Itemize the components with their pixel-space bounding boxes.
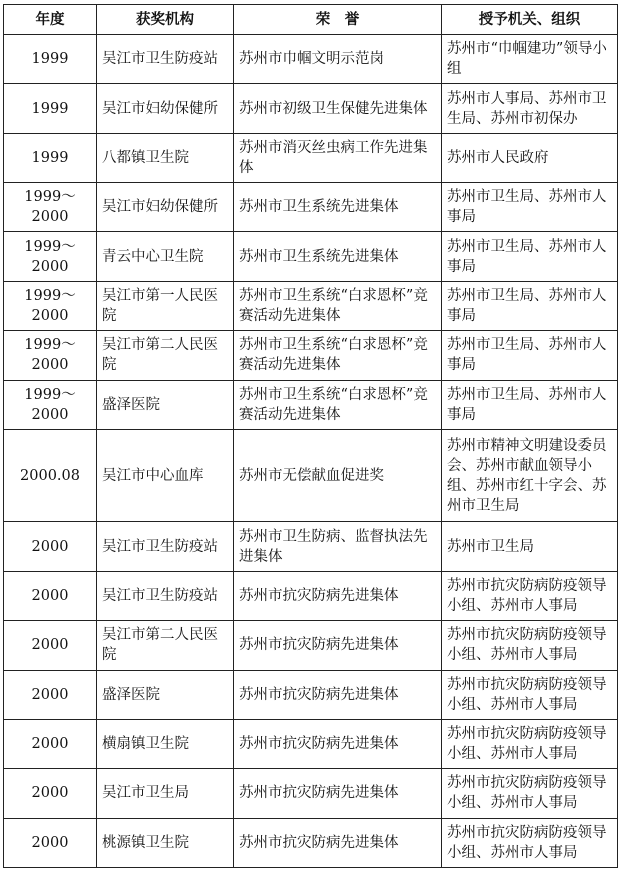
table-row bbox=[4, 522, 618, 571]
row-honor: 苏州市卫生系统先进集体 bbox=[234, 232, 442, 281]
row-grantor: 苏州市抗灾防病防疫领导小组、苏州市人事局 bbox=[442, 670, 618, 719]
row-organization: 桃源镇卫生院 bbox=[97, 818, 234, 867]
table-row bbox=[4, 281, 618, 330]
row-organization: 吴江市卫生防疫站 bbox=[97, 571, 234, 620]
row-grantor: 苏州市“巾帼建功”领导小组 bbox=[442, 35, 618, 84]
row-organization: 吴江市第一人民医院 bbox=[97, 281, 234, 330]
row-grantor: 苏州市抗灾防病防疫领导小组、苏州市人事局 bbox=[442, 719, 618, 768]
row-grantor: 苏州市抗灾防病防疫领导小组、苏州市人事局 bbox=[442, 769, 618, 818]
row-grantor: 苏州市人民政府 bbox=[442, 133, 618, 182]
row-grantor: 苏州市卫生局、苏州市人事局 bbox=[442, 380, 618, 429]
row-honor: 苏州市无偿献血促进奖 bbox=[234, 429, 442, 522]
header-organization: 获奖机构 bbox=[97, 5, 234, 35]
table-row bbox=[4, 769, 618, 818]
row-year: 1999 bbox=[4, 133, 97, 182]
row-grantor: 苏州市人事局、苏州市卫生局、苏州市初保办 bbox=[442, 84, 618, 133]
row-year: 2000.08 bbox=[4, 429, 97, 522]
row-honor: 苏州市消灭丝虫病工作先进集体 bbox=[234, 133, 442, 182]
row-year: 1999～2000 bbox=[4, 281, 97, 330]
row-honor: 苏州市卫生防病、监督执法先进集体 bbox=[234, 522, 442, 571]
row-grantor: 苏州市精神文明建设委员会、苏州市献血领导小组、苏州市红十字会、苏州市卫生局 bbox=[442, 429, 618, 522]
row-organization: 吴江市卫生防疫站 bbox=[97, 522, 234, 571]
row-organization: 吴江市第二人民医院 bbox=[97, 331, 234, 380]
row-organization: 吴江市第二人民医院 bbox=[97, 621, 234, 670]
row-honor: 苏州市抗灾防病先进集体 bbox=[234, 719, 442, 768]
table-row bbox=[4, 331, 618, 380]
row-organization: 盛泽医院 bbox=[97, 670, 234, 719]
awards-table bbox=[3, 4, 618, 868]
row-honor: 苏州市卫生系统先进集体 bbox=[234, 183, 442, 232]
header-honor: 荣 誉 bbox=[234, 5, 442, 35]
row-organization: 吴江市卫生防疫站 bbox=[97, 35, 234, 84]
row-year: 1999～2000 bbox=[4, 183, 97, 232]
row-year: 2000 bbox=[4, 621, 97, 670]
table-row bbox=[4, 84, 618, 133]
header-year: 年度 bbox=[4, 5, 97, 35]
row-grantor: 苏州市卫生局、苏州市人事局 bbox=[442, 281, 618, 330]
row-year: 1999～2000 bbox=[4, 380, 97, 429]
row-year: 2000 bbox=[4, 769, 97, 818]
row-honor: 苏州市卫生系统“白求恩杯”竞赛活动先进集体 bbox=[234, 281, 442, 330]
row-year: 2000 bbox=[4, 571, 97, 620]
table-row bbox=[4, 35, 618, 84]
row-honor: 苏州市卫生系统“白求恩杯”竞赛活动先进集体 bbox=[234, 380, 442, 429]
row-year: 2000 bbox=[4, 818, 97, 867]
row-grantor: 苏州市卫生局 bbox=[442, 522, 618, 571]
row-honor: 苏州市卫生系统“白求恩杯”竞赛活动先进集体 bbox=[234, 331, 442, 380]
row-year: 2000 bbox=[4, 522, 97, 571]
table-row bbox=[4, 571, 618, 620]
row-honor: 苏州市抗灾防病先进集体 bbox=[234, 571, 442, 620]
table-row bbox=[4, 232, 618, 281]
row-organization: 吴江市妇幼保健所 bbox=[97, 183, 234, 232]
row-grantor: 苏州市卫生局、苏州市人事局 bbox=[442, 232, 618, 281]
row-grantor: 苏州市卫生局、苏州市人事局 bbox=[442, 331, 618, 380]
row-year: 1999～2000 bbox=[4, 232, 97, 281]
row-year: 1999 bbox=[4, 35, 97, 84]
header-grantor: 授予机关、组织 bbox=[442, 5, 618, 35]
row-honor: 苏州市巾帼文明示范岗 bbox=[234, 35, 442, 84]
row-organization: 吴江市中心血库 bbox=[97, 429, 234, 522]
row-honor: 苏州市抗灾防病先进集体 bbox=[234, 670, 442, 719]
table-row bbox=[4, 621, 618, 670]
row-year: 1999～2000 bbox=[4, 331, 97, 380]
row-grantor: 苏州市抗灾防病防疫领导小组、苏州市人事局 bbox=[442, 621, 618, 670]
row-grantor: 苏州市抗灾防病防疫领导小组、苏州市人事局 bbox=[442, 818, 618, 867]
row-organization: 青云中心卫生院 bbox=[97, 232, 234, 281]
row-organization: 吴江市妇幼保健所 bbox=[97, 84, 234, 133]
row-honor: 苏州市抗灾防病先进集体 bbox=[234, 621, 442, 670]
table-header-row bbox=[4, 5, 618, 35]
row-organization: 吴江市卫生局 bbox=[97, 769, 234, 818]
table-row bbox=[4, 380, 618, 429]
row-honor: 苏州市抗灾防病先进集体 bbox=[234, 769, 442, 818]
row-grantor: 苏州市卫生局、苏州市人事局 bbox=[442, 183, 618, 232]
row-honor: 苏州市抗灾防病先进集体 bbox=[234, 818, 442, 867]
table-row bbox=[4, 670, 618, 719]
row-year: 1999 bbox=[4, 84, 97, 133]
row-organization: 盛泽医院 bbox=[97, 380, 234, 429]
row-honor: 苏州市初级卫生保健先进集体 bbox=[234, 84, 442, 133]
row-organization: 横扇镇卫生院 bbox=[97, 719, 234, 768]
row-organization: 八都镇卫生院 bbox=[97, 133, 234, 182]
table-row bbox=[4, 429, 618, 522]
table-row bbox=[4, 818, 618, 867]
row-year: 2000 bbox=[4, 670, 97, 719]
row-grantor: 苏州市抗灾防病防疫领导小组、苏州市人事局 bbox=[442, 571, 618, 620]
table-row bbox=[4, 719, 618, 768]
row-year: 2000 bbox=[4, 719, 97, 768]
table-row bbox=[4, 183, 618, 232]
table-row bbox=[4, 133, 618, 182]
